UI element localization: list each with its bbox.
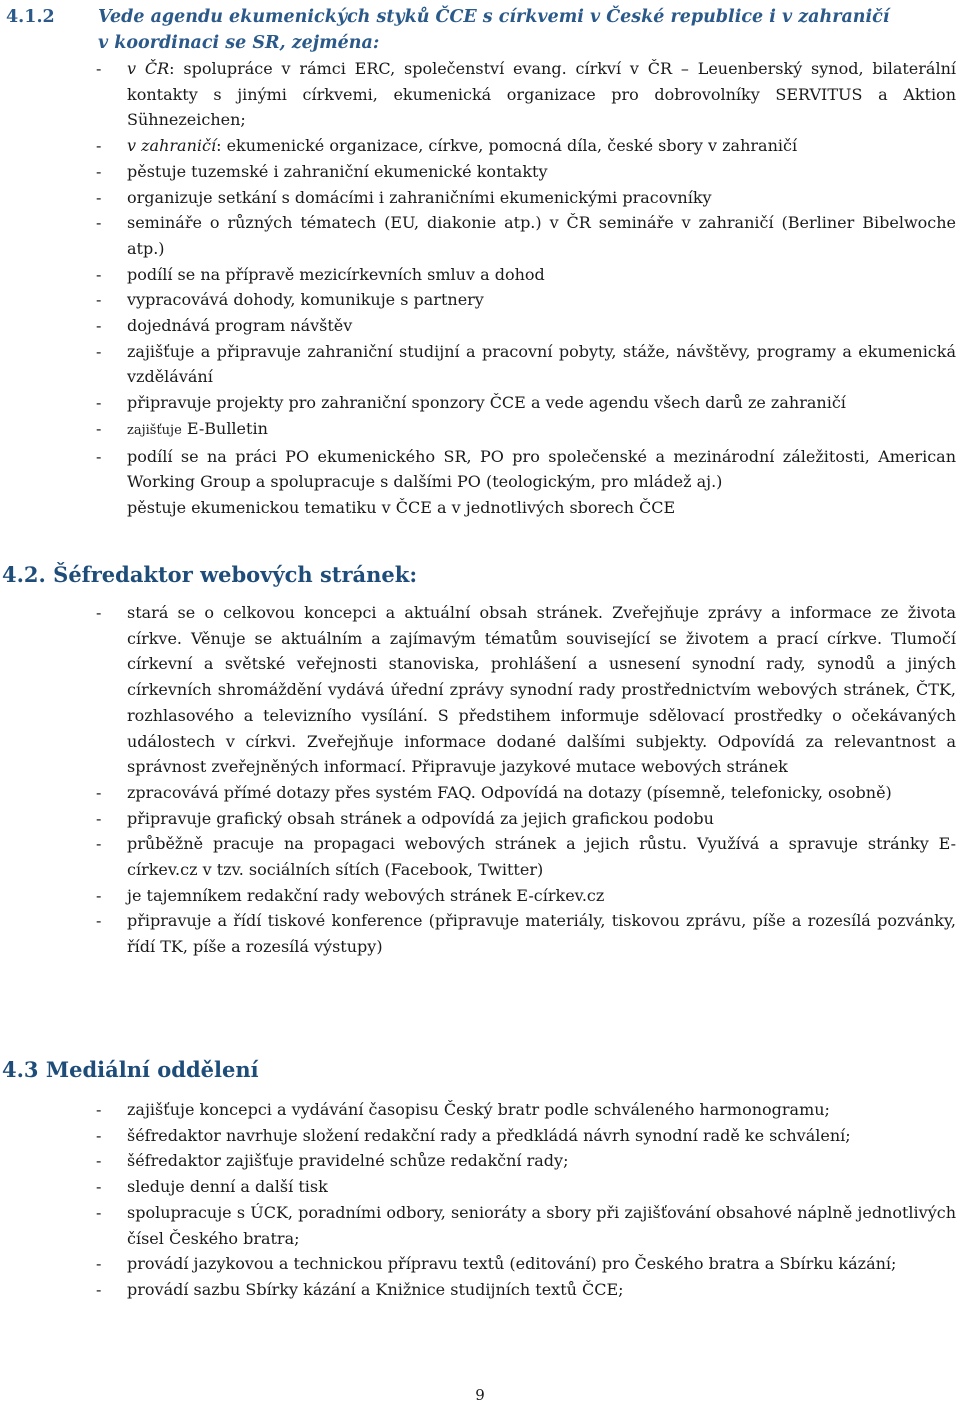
- list-item: - sleduje denní a další tisk: [96, 1177, 328, 1197]
- list-item: - vypracovává dohody, komunikuje s partnery: [96, 290, 484, 310]
- section-number: 4.1.2: [6, 7, 55, 27]
- section-title-line1: Vede agendu ekumenických styků ČCE s církvemi v České republice i v zahraničí: [98, 7, 890, 27]
- list-item: - připravuje grafický obsah stránek a odpovídá za jejich grafickou podobu: [96, 808, 714, 828]
- list-item: - zajišťuje a připravuje zahraniční studijní a pracovní pobyty, stáže, návštěvy, programy a ekumenická vzdělávání: [96, 341, 956, 387]
- list-item: - připravuje projekty pro zahraniční sponzory ČCE a vede agendu všech darů ze zahraničí: [96, 393, 846, 413]
- section-412-heading: [6, 4, 956, 56]
- list-continuation: pěstuje ekumenickou tematiku v ČCE a v jednotlivých sborech ČCE: [127, 497, 676, 517]
- list-item: - v zahraničí: ekumenické organizace, církve, pomocná díla, české sbory v zahraničí: [96, 136, 798, 156]
- list-item: - v ČR: spolupráce v rámci ERC, společenství evang. církví v ČR – Leuenberský synod, bilaterální kontakty s jinými církvemi, ekumenická organizace pro dobrovolníky SERVITUS a Aktion Sühnezeichen;: [96, 59, 956, 130]
- list-item: - podílí se na práci PO ekumenického SR, PO pro společenské a mezinárodní záležitosti, American Working Group a spolupracuje s dalšími PO (teologickým, pro mládež aj.): [96, 446, 956, 492]
- list-item: - je tajemníkem redakční rady webových stránek E-církev.cz: [96, 885, 605, 905]
- list-item: - průběžně pracuje na propagaci webových stránek a jejich růstu. Využívá a spravuje stránky E-církev.cz v tzv. sociálních sítích (Facebook, Twitter): [96, 834, 956, 880]
- list-item: - stará se o celkovou koncepci a aktuální obsah stránek. Zveřejňuje zprávy a informace ze života církve. Věnuje se aktuálním a zajímavým tématům související se životem a prací církve. Tlumočí církevní a světské veřejnosti stanoviska, prohlášení a usnesení synodní rady, synodů a jiných církevních shromáždění vydává úřední zprávy synodní rady prostřednictvím webových stránek, ČTK, rozhlasového a televizního vysílání. S předstihem informuje sdělovací prostředky o očekávaných událostech v církvi. Zveřejňuje informace dodané dalšími subjekty. Odpovídá za relevantnost a správnost zveřejněných informací. Připravuje jazykové mutace webových stránek: [96, 603, 956, 777]
- section-43-heading: 4.3 Mediální oddělení: [2, 1057, 259, 1082]
- list-item: - zajišťuje E-Bulletin: [96, 418, 268, 438]
- page-number: 9: [475, 1386, 485, 1404]
- list-item: - organizuje setkání s domácími i zahraničními ekumenickými pracovníky: [96, 187, 712, 207]
- list-item: - pěstuje tuzemské i zahraniční ekumenické kontakty: [96, 161, 548, 181]
- list-item: - šéfredaktor zajišťuje pravidelné schůze redakční rady;: [96, 1151, 569, 1171]
- list-item: - šéfredaktor navrhuje složení redakční rady a předkládá návrh synodní radě ke schválení;: [96, 1125, 851, 1145]
- list-item: - dojednává program návštěv: [96, 316, 353, 336]
- section-412-list: [96, 56, 956, 521]
- list-item: - semináře o různých tématech (EU, diakonie atp.) v ČR semináře v zahraničí (Berliner Bibelwoche atp.): [96, 213, 956, 258]
- list-item: - připravuje a řídí tiskové konference (připravuje materiály, tiskovou zprávu, píše a rozesílá pozvánky, řídí TK, píše a rozesílá výstupy): [96, 911, 956, 957]
- list-item: - zpracovává přímé dotazy přes systém FAQ. Odpovídá na dotazy (písemně, telefonicky, osobně): [96, 782, 892, 802]
- section-42-list: [96, 600, 956, 960]
- list-item: - zajišťuje koncepci a vydávání časopisu Český bratr podle schváleného harmonogramu;: [96, 1100, 830, 1119]
- section-title-line2: v koordinaci se SR, zejména:: [98, 33, 380, 53]
- list-item: - provádí jazykovou a technickou přípravu textů (editování) pro Českého bratra a Sbírku kázání;: [96, 1254, 897, 1274]
- section-43-list: [96, 1097, 956, 1303]
- section-42-heading: 4.2. Šéfredaktor webových stránek:: [2, 562, 418, 587]
- list-item: - spolupracuje s ÚCK, poradními odbory, senioráty a sbory při zajišťování obsahové náplně jednotlivých čísel Českého bratra;: [96, 1202, 956, 1248]
- list-item: - provádí sazbu Sbírky kázání a Knižnice studijních textů ČCE;: [96, 1279, 624, 1299]
- list-item: - podílí se na přípravě mezicírkevních smluv a dohod: [96, 264, 545, 284]
